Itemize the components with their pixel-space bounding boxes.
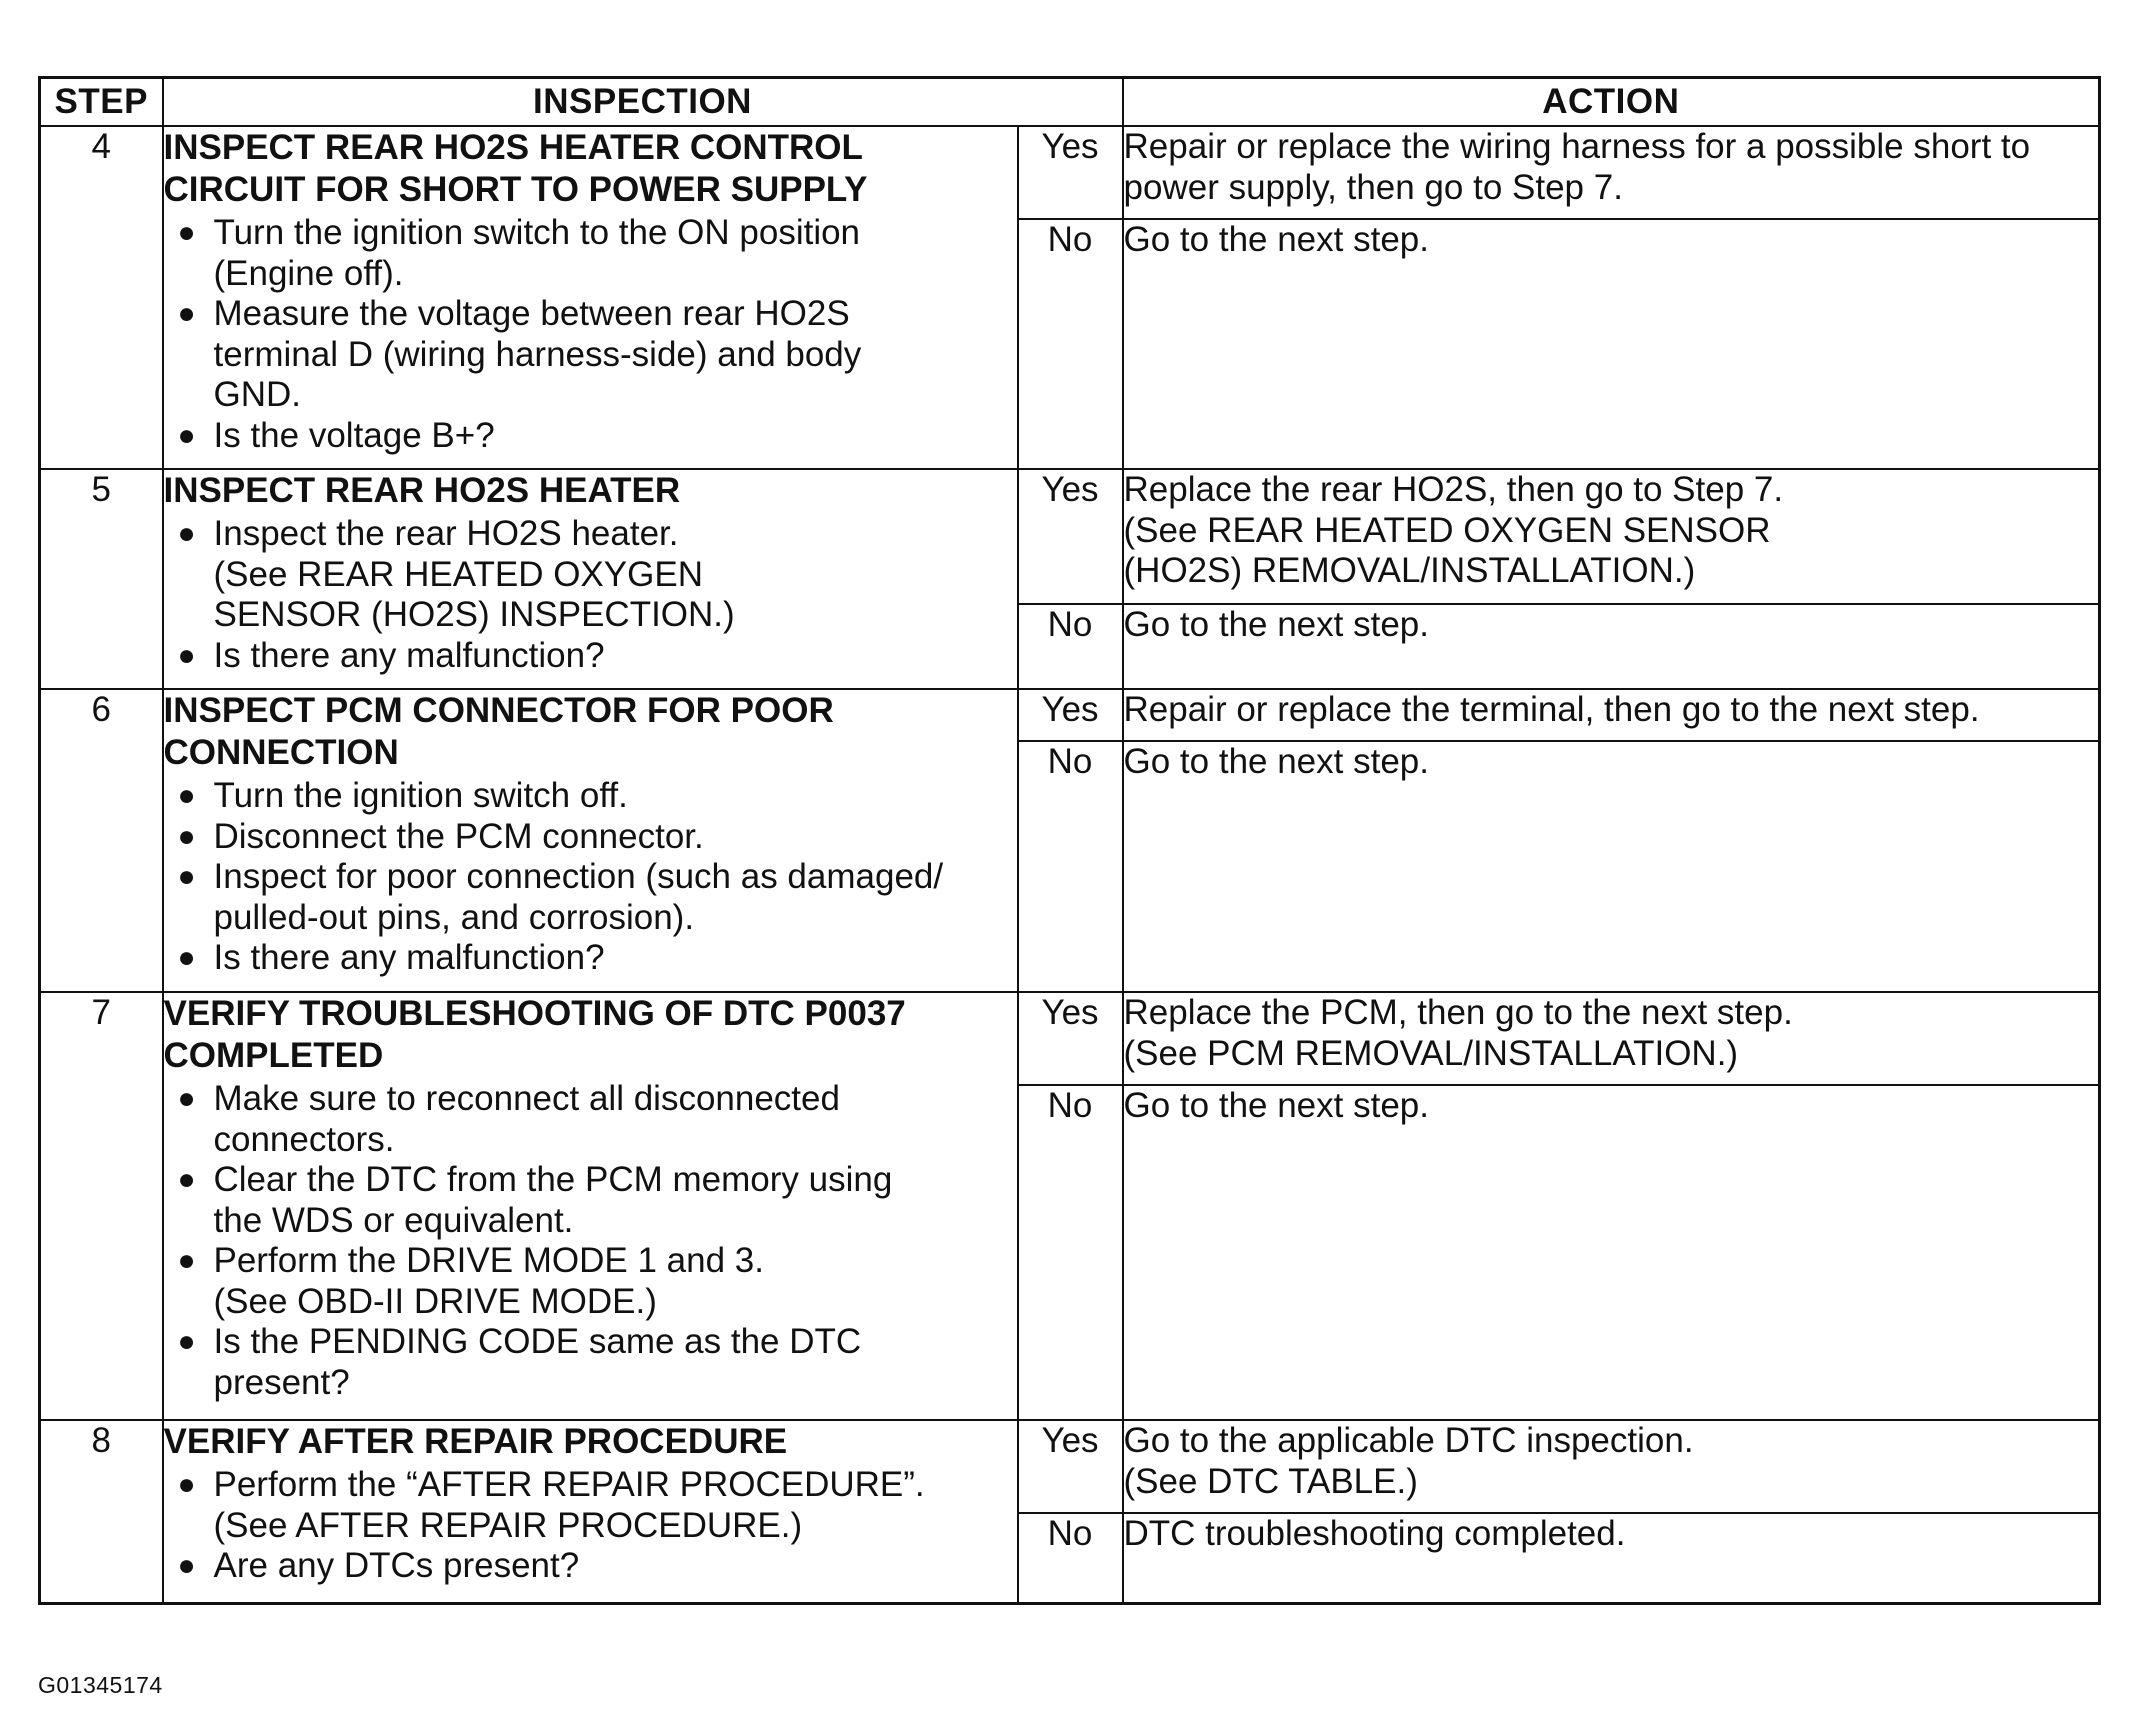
inspection-bullet: [164, 1079, 1017, 1160]
step-number: 4: [40, 126, 163, 469]
inspection-title-line: VERIFY AFTER REPAIR PROCEDURE: [163, 1422, 788, 1461]
inspection-bullet: [164, 416, 1017, 457]
inspection-bullets: [164, 1465, 1017, 1587]
inspection-column-header: INSPECTION: [163, 78, 1123, 127]
inspection-bullet: [164, 776, 1017, 817]
inspection-bullet: [164, 636, 1017, 677]
yes-action-line: Repair or replace the terminal, then go to the next step.: [1123, 690, 1980, 729]
inspection-bullets: [164, 1079, 1017, 1403]
no-action-line: Go to the next step.: [1123, 1086, 1429, 1125]
bullet-icon: ●: [177, 1325, 196, 1358]
steps-body: [40, 126, 2100, 1603]
bullet-text-line: connectors.: [213, 1119, 395, 1159]
bullet-text-line: (Engine off).: [213, 253, 404, 293]
yes-action-line: Go to the applicable DTC inspection.: [1123, 1421, 1694, 1460]
no-label: No: [1018, 219, 1123, 469]
yes-action: [1123, 689, 2100, 741]
inspection-cell: [163, 1420, 1018, 1603]
bullet-icon: ●: [177, 1468, 196, 1501]
yes-action-line: (See REAR HEATED OXYGEN SENSOR: [1123, 510, 1771, 550]
inspection-bullet: [164, 294, 1017, 416]
no-action: [1123, 604, 2100, 689]
bullet-text-line: Perform the DRIVE MODE 1 and 3.: [213, 1241, 764, 1280]
yes-action: [1123, 992, 2100, 1085]
no-action: [1123, 1085, 2100, 1420]
yes-action: [1123, 469, 2100, 604]
no-action: [1123, 741, 2100, 992]
bullet-text-line: Inspect the rear HO2S heater.: [213, 514, 679, 553]
header-row: [40, 78, 2100, 127]
bullet-icon: ●: [177, 297, 196, 330]
figure-code: G01345174: [38, 1672, 163, 1698]
yes-action-line: (See PCM REMOVAL/INSTALLATION.): [1123, 1033, 1739, 1073]
bullet-icon: ●: [177, 860, 196, 893]
inspection-title: [164, 690, 1017, 774]
inspection-bullet: [164, 1465, 1017, 1546]
inspection-title-line: VERIFY TROUBLESHOOTING OF DTC P0037: [163, 994, 906, 1033]
inspection-title-line: INSPECT REAR HO2S HEATER: [163, 471, 681, 510]
yes-label: Yes: [1018, 469, 1123, 604]
bullet-icon: ●: [177, 418, 196, 452]
step-row-yes: [40, 689, 2100, 741]
bullet-text-line: SENSOR (HO2S) INSPECTION.): [213, 595, 735, 634]
no-action-line: Go to the next step.: [1123, 220, 1429, 259]
no-label: No: [1018, 604, 1123, 689]
no-label: No: [1018, 1085, 1123, 1420]
bullet-icon: ●: [177, 1244, 196, 1277]
no-label: No: [1018, 1513, 1123, 1603]
step-row-yes: [40, 992, 2100, 1085]
bullet-icon: ●: [177, 1082, 196, 1115]
inspection-bullet: [164, 857, 1017, 938]
yes-action-line: Replace the PCM, then go to the next step.: [1123, 993, 1793, 1032]
bullet-text-line: (See OBD-II DRIVE MODE.): [213, 1281, 657, 1321]
inspection-title-line: CIRCUIT FOR SHORT TO POWER SUPPLY: [163, 170, 868, 209]
bullet-text-line: Disconnect the PCM connector.: [213, 816, 704, 856]
inspection-title: [164, 127, 1017, 211]
bullet-icon: ●: [177, 638, 196, 672]
step-number: 7: [40, 992, 163, 1420]
bullet-icon: ●: [177, 779, 196, 812]
inspection-bullet: [164, 213, 1017, 294]
yes-label: Yes: [1018, 689, 1123, 741]
no-action-line: Go to the next step.: [1123, 605, 1429, 644]
inspection-bullet: [164, 1241, 1017, 1322]
inspection-title-line: INSPECT PCM CONNECTOR FOR POOR: [163, 691, 834, 730]
yes-action-line: power supply, then go to Step 7.: [1123, 167, 1623, 207]
inspection-title-line: COMPLETED: [163, 1036, 384, 1075]
inspection-cell: [163, 992, 1018, 1420]
yes-action: [1123, 1420, 2100, 1513]
inspection-bullets: [164, 514, 1017, 676]
bullet-text-line: present?: [213, 1362, 350, 1402]
yes-action: [1123, 126, 2100, 219]
yes-action-line: Repair or replace the wiring harness for a possible short to: [1123, 127, 2031, 166]
bullet-text-line: Is the voltage B+?: [213, 415, 495, 455]
no-action-line: DTC troubleshooting completed.: [1123, 1514, 1626, 1553]
inspection-title-line: INSPECT REAR HO2S HEATER CONTROL: [163, 128, 863, 167]
bullet-icon: ●: [177, 1549, 196, 1582]
bullet-text-line: pulled-out pins, and corrosion).: [213, 897, 695, 937]
yes-action-line: (See DTC TABLE.): [1123, 1461, 1418, 1501]
bullet-icon: ●: [177, 819, 196, 853]
step-number: 6: [40, 689, 163, 992]
bullet-text-line: Is there any malfunction?: [213, 938, 605, 977]
bullet-icon: ●: [177, 517, 196, 550]
step-number: 8: [40, 1420, 163, 1603]
inspection-title: [164, 993, 1017, 1077]
inspection-bullet: [164, 514, 1017, 636]
step-number: 5: [40, 469, 163, 689]
bullet-icon: ●: [177, 1163, 196, 1196]
bullet-text-line: (See AFTER REPAIR PROCEDURE.): [213, 1505, 803, 1545]
inspection-bullet: [164, 1546, 1017, 1587]
inspection-cell: [163, 689, 1018, 992]
inspection-title-line: CONNECTION: [163, 733, 399, 772]
bullet-text-line: Clear the DTC from the PCM memory using: [213, 1160, 893, 1199]
step-row-yes: [40, 469, 2100, 604]
yes-label: Yes: [1018, 1420, 1123, 1513]
troubleshooting-sheet: [38, 76, 2098, 1605]
no-action: [1123, 1513, 2100, 1603]
inspection-cell: [163, 469, 1018, 689]
bullet-text-line: GND.: [213, 375, 301, 414]
yes-action-line: Replace the rear HO2S, then go to Step 7.: [1123, 470, 1784, 509]
inspection-cell: [163, 126, 1018, 469]
inspection-title: [164, 470, 1017, 512]
bullet-text-line: the WDS or equivalent.: [213, 1200, 574, 1240]
bullet-text-line: Turn the ignition switch off.: [213, 776, 628, 815]
no-action-line: Go to the next step.: [1123, 742, 1429, 781]
yes-label: Yes: [1018, 992, 1123, 1085]
no-label: No: [1018, 741, 1123, 992]
bullet-text-line: Inspect for poor connection (such as damaged/: [213, 857, 944, 896]
bullet-text-line: Is there any malfunction?: [213, 635, 605, 675]
yes-action-line: (HO2S) REMOVAL/INSTALLATION.): [1123, 551, 1696, 590]
yes-label: Yes: [1018, 126, 1123, 219]
bullet-text-line: Is the PENDING CODE same as the DTC: [213, 1322, 862, 1361]
bullet-text-line: Are any DTCs present?: [213, 1546, 580, 1585]
bullet-text-line: (See REAR HEATED OXYGEN: [213, 554, 703, 594]
step-row-yes: [40, 1420, 2100, 1513]
step-column-header: STEP: [40, 78, 163, 127]
inspection-bullet: [164, 817, 1017, 858]
troubleshooting-table: [38, 76, 2101, 1605]
action-column-header: ACTION: [1123, 78, 2100, 127]
inspection-title: [164, 1421, 1017, 1463]
inspection-bullets: [164, 776, 1017, 979]
step-row-yes: [40, 126, 2100, 219]
bullet-text-line: Turn the ignition switch to the ON position: [213, 213, 861, 252]
inspection-bullet: [164, 1322, 1017, 1403]
inspection-bullets: [164, 213, 1017, 456]
no-action: [1123, 219, 2100, 469]
inspection-bullet: [164, 938, 1017, 979]
bullet-text-line: Make sure to reconnect all disconnected: [213, 1079, 840, 1118]
bullet-icon: ●: [177, 941, 196, 974]
bullet-text-line: terminal D (wiring harness-side) and body: [213, 334, 862, 374]
bullet-text-line: Measure the voltage between rear HO2S: [213, 294, 850, 333]
inspection-bullet: [164, 1160, 1017, 1241]
bullet-text-line: Perform the “AFTER REPAIR PROCEDURE”.: [213, 1465, 925, 1504]
bullet-icon: ●: [177, 216, 196, 249]
